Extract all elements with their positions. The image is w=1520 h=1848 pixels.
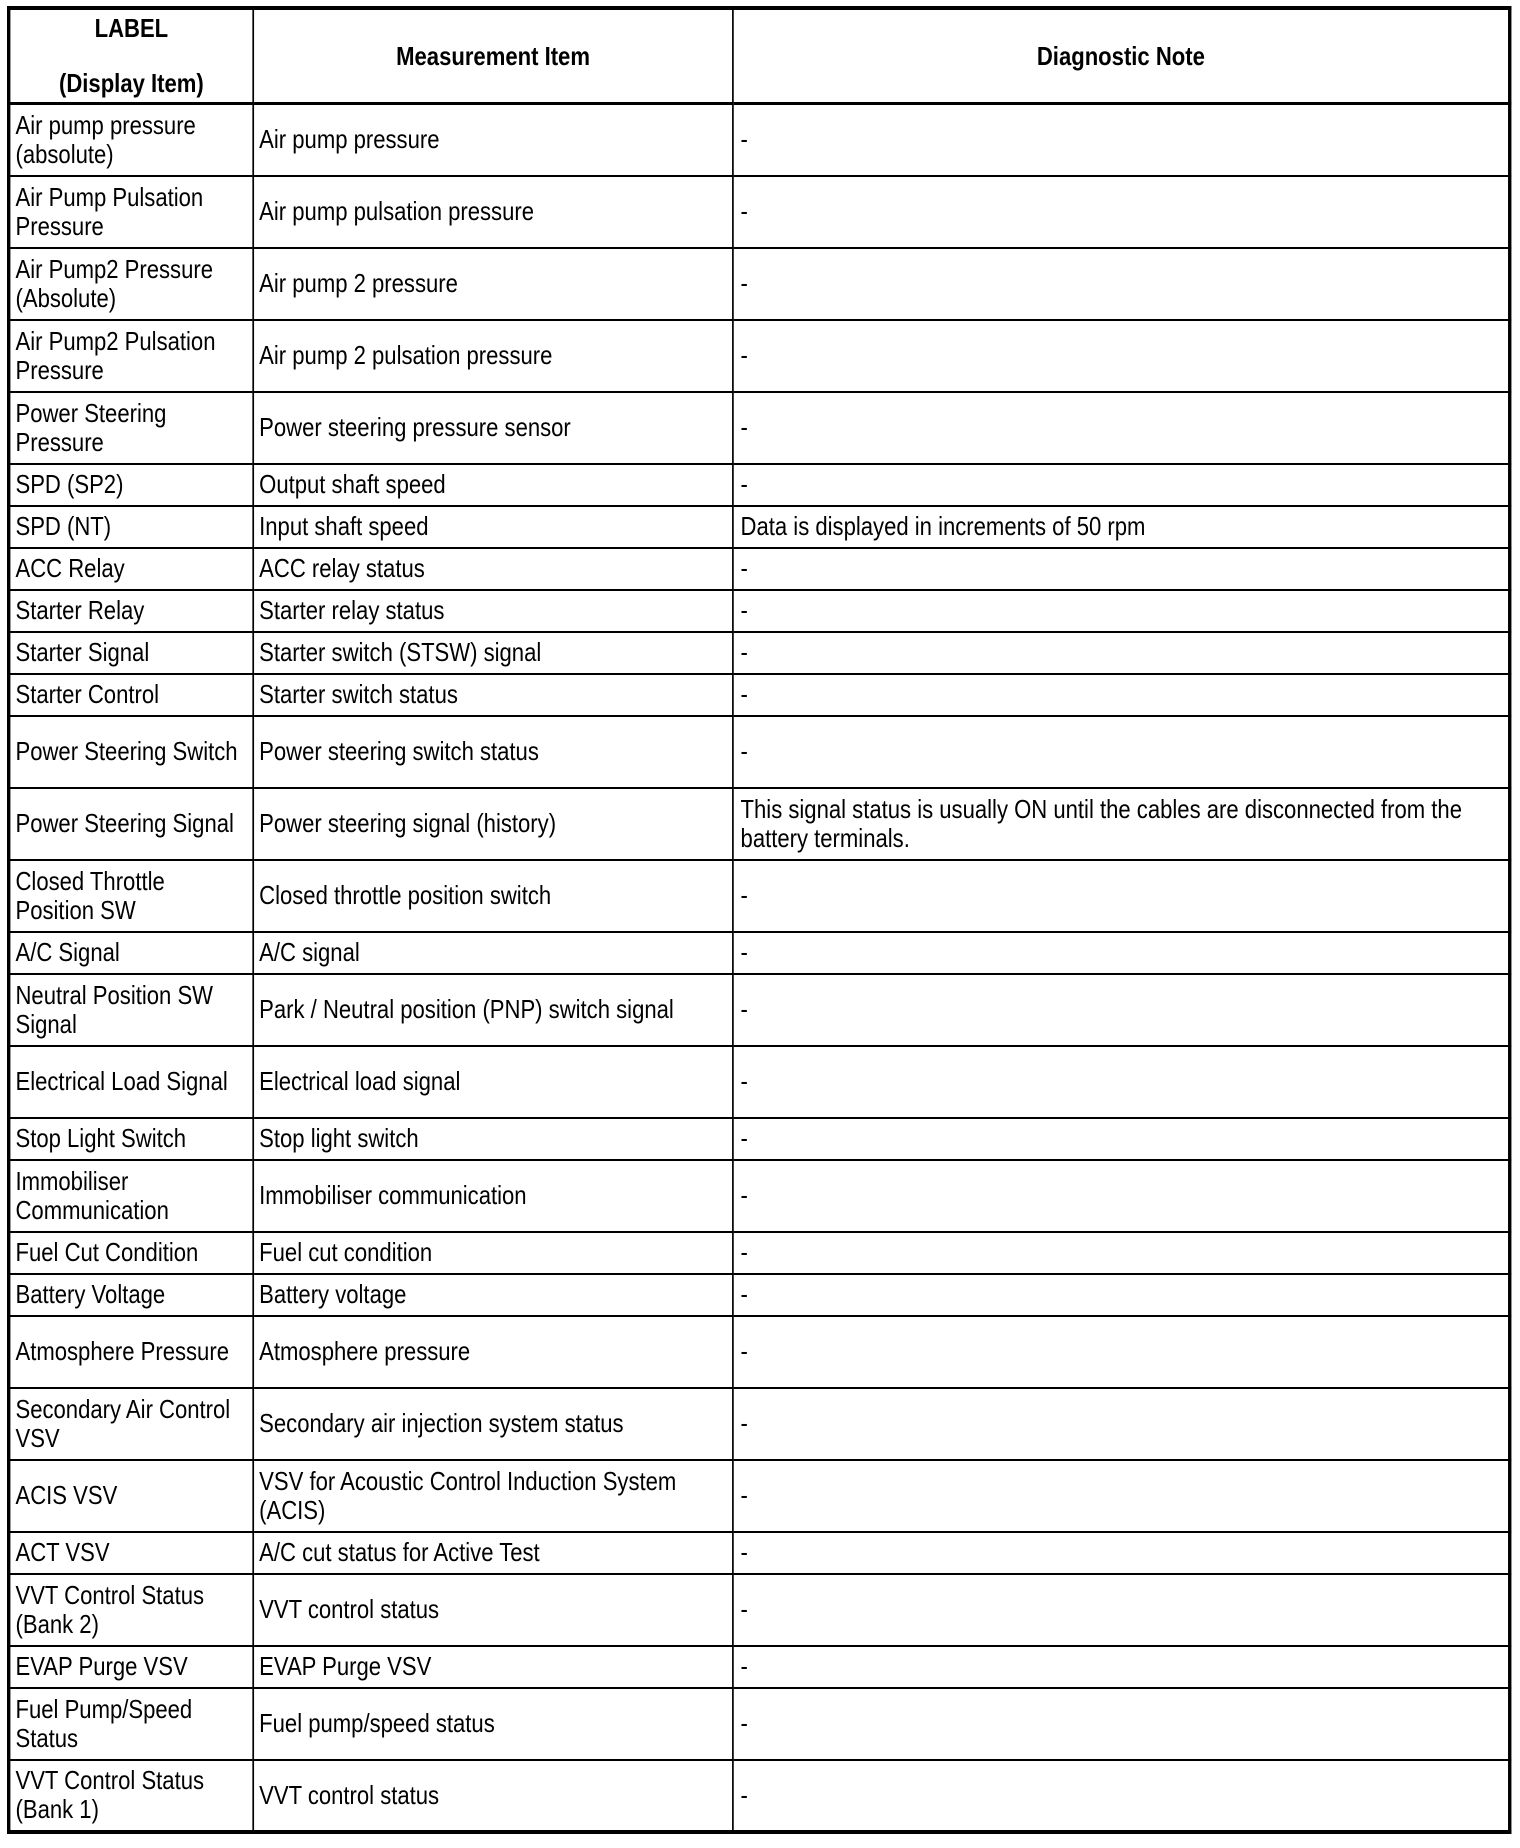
data-list-table: [7, 6, 1511, 1834]
table-row: [9, 1532, 1510, 1574]
table-row: [9, 590, 1510, 632]
row-label-cell: Closed Throttle Position SW: [9, 860, 254, 932]
row-diagnostic-note-cell: -: [733, 1388, 1510, 1460]
table-row: [9, 674, 1510, 716]
row-diagnostic-note-cell: -: [733, 590, 1510, 632]
table-row: [9, 1118, 1510, 1160]
row-label-cell: Starter Control: [9, 674, 254, 716]
row-diagnostic-note-cell: -: [733, 860, 1510, 932]
row-diagnostic-note-cell: -: [733, 1574, 1510, 1646]
row-diagnostic-note-cell: -: [733, 320, 1510, 392]
row-measurement-cell: Power steering pressure sensor: [253, 392, 733, 464]
row-measurement-cell: Air pump pressure: [253, 104, 733, 176]
row-measurement-cell: Electrical load signal: [253, 1046, 733, 1118]
row-diagnostic-note-cell: -: [733, 104, 1510, 176]
row-label-cell: Neutral Position SW Signal: [9, 974, 254, 1046]
row-measurement-cell: Atmosphere pressure: [253, 1316, 733, 1388]
table-row: [9, 632, 1510, 674]
row-label-cell: ACT VSV: [9, 1532, 254, 1574]
row-measurement-cell: Starter relay status: [253, 590, 733, 632]
table-row: [9, 176, 1510, 248]
row-label-cell: A/C Signal: [9, 932, 254, 974]
row-diagnostic-note-cell: -: [733, 674, 1510, 716]
row-measurement-cell: Starter switch (STSW) signal: [253, 632, 733, 674]
table-row: [9, 1760, 1510, 1832]
row-diagnostic-note-cell: -: [733, 392, 1510, 464]
row-measurement-cell: Starter switch status: [253, 674, 733, 716]
row-diagnostic-note-cell: -: [733, 632, 1510, 674]
table-row: [9, 1646, 1510, 1688]
row-label-cell: ACIS VSV: [9, 1460, 254, 1532]
row-measurement-cell: Power steering signal (history): [253, 788, 733, 860]
row-label-cell: Starter Relay: [9, 590, 254, 632]
table-row: [9, 1274, 1510, 1316]
header-label: [9, 8, 254, 104]
row-measurement-cell: A/C signal: [253, 932, 733, 974]
table-row: [9, 464, 1510, 506]
row-diagnostic-note-cell: -: [733, 974, 1510, 1046]
row-diagnostic-note-cell: This signal status is usually ON until the cables are disconnected from the battery terminals.: [733, 788, 1510, 860]
row-measurement-cell: Power steering switch status: [253, 716, 733, 788]
row-label-cell: EVAP Purge VSV: [9, 1646, 254, 1688]
table-row: [9, 248, 1510, 320]
row-measurement-cell: VVT control status: [253, 1574, 733, 1646]
table-row: [9, 392, 1510, 464]
row-diagnostic-note-cell: -: [733, 1274, 1510, 1316]
row-measurement-cell: Immobiliser communication: [253, 1160, 733, 1232]
row-label-cell: Power Steering Pressure: [9, 392, 254, 464]
row-measurement-cell: Air pump 2 pressure: [253, 248, 733, 320]
row-diagnostic-note-cell: -: [733, 1760, 1510, 1832]
row-label-cell: Power Steering Switch: [9, 716, 254, 788]
row-label-cell: Secondary Air Control VSV: [9, 1388, 254, 1460]
table-row: [9, 1460, 1510, 1532]
row-label-cell: Fuel Cut Condition: [9, 1232, 254, 1274]
document-sheet: [7, 6, 1462, 1834]
row-label-cell: SPD (SP2): [9, 464, 254, 506]
table-row: [9, 1316, 1510, 1388]
table-row: [9, 788, 1510, 860]
table-row: [9, 548, 1510, 590]
row-diagnostic-note-cell: Data is displayed in increments of 50 rpm: [733, 506, 1510, 548]
row-diagnostic-note-cell: -: [733, 464, 1510, 506]
table-row: [9, 1688, 1510, 1760]
header-diagnostic-note: Diagnostic Note: [733, 8, 1510, 104]
table-header-row: [9, 8, 1510, 104]
row-diagnostic-note-cell: -: [733, 1232, 1510, 1274]
row-measurement-cell: VSV for Acoustic Control Induction System (ACIS): [253, 1460, 733, 1532]
header-label-line2: (Display Item): [59, 68, 204, 98]
row-diagnostic-note-cell: -: [733, 248, 1510, 320]
row-diagnostic-note-cell: -: [733, 1316, 1510, 1388]
row-label-cell: Starter Signal: [9, 632, 254, 674]
row-label-cell: Air Pump2 Pulsation Pressure: [9, 320, 254, 392]
row-measurement-cell: Air pump pulsation pressure: [253, 176, 733, 248]
table-row: [9, 1574, 1510, 1646]
row-measurement-cell: Park / Neutral position (PNP) switch signal: [253, 974, 733, 1046]
table-row: [9, 1160, 1510, 1232]
row-label-cell: Stop Light Switch: [9, 1118, 254, 1160]
row-measurement-cell: EVAP Purge VSV: [253, 1646, 733, 1688]
table-row: [9, 1388, 1510, 1460]
row-label-cell: Immobiliser Communication: [9, 1160, 254, 1232]
row-measurement-cell: Air pump 2 pulsation pressure: [253, 320, 733, 392]
row-label-cell: Air Pump Pulsation Pressure: [9, 176, 254, 248]
header-label-line1: LABEL: [94, 13, 169, 43]
row-label-cell: Battery Voltage: [9, 1274, 254, 1316]
table-row: [9, 860, 1510, 932]
row-measurement-cell: ACC relay status: [253, 548, 733, 590]
row-label-cell: Air Pump2 Pressure (Absolute): [9, 248, 254, 320]
row-label-cell: Air pump pressure (absolute): [9, 104, 254, 176]
row-diagnostic-note-cell: -: [733, 1688, 1510, 1760]
row-diagnostic-note-cell: -: [733, 1046, 1510, 1118]
row-diagnostic-note-cell: -: [733, 932, 1510, 974]
row-measurement-cell: Battery voltage: [253, 1274, 733, 1316]
row-diagnostic-note-cell: -: [733, 1160, 1510, 1232]
table-row: [9, 716, 1510, 788]
row-label-cell: Fuel Pump/Speed Status: [9, 1688, 254, 1760]
row-label-cell: ACC Relay: [9, 548, 254, 590]
row-diagnostic-note-cell: -: [733, 1460, 1510, 1532]
row-label-cell: VVT Control Status (Bank 1): [9, 1760, 254, 1832]
row-diagnostic-note-cell: -: [733, 176, 1510, 248]
row-measurement-cell: A/C cut status for Active Test: [253, 1532, 733, 1574]
table-row: [9, 974, 1510, 1046]
header-measurement-item: Measurement Item: [253, 8, 733, 104]
table-row: [9, 506, 1510, 548]
row-measurement-cell: Secondary air injection system status: [253, 1388, 733, 1460]
row-measurement-cell: Output shaft speed: [253, 464, 733, 506]
row-measurement-cell: Fuel cut condition: [253, 1232, 733, 1274]
row-measurement-cell: Closed throttle position switch: [253, 860, 733, 932]
row-label-cell: Atmosphere Pressure: [9, 1316, 254, 1388]
row-measurement-cell: Fuel pump/speed status: [253, 1688, 733, 1760]
row-label-cell: Power Steering Signal: [9, 788, 254, 860]
table-row: [9, 104, 1510, 176]
row-diagnostic-note-cell: -: [733, 548, 1510, 590]
table-row: [9, 1046, 1510, 1118]
table-row: [9, 932, 1510, 974]
row-diagnostic-note-cell: -: [733, 1532, 1510, 1574]
row-measurement-cell: Input shaft speed: [253, 506, 733, 548]
row-label-cell: VVT Control Status (Bank 2): [9, 1574, 254, 1646]
table-row: [9, 320, 1510, 392]
table-row: [9, 1232, 1510, 1274]
row-diagnostic-note-cell: -: [733, 716, 1510, 788]
row-diagnostic-note-cell: -: [733, 1118, 1510, 1160]
row-measurement-cell: Stop light switch: [253, 1118, 733, 1160]
row-measurement-cell: VVT control status: [253, 1760, 733, 1832]
row-label-cell: Electrical Load Signal: [9, 1046, 254, 1118]
row-diagnostic-note-cell: -: [733, 1646, 1510, 1688]
row-label-cell: SPD (NT): [9, 506, 254, 548]
